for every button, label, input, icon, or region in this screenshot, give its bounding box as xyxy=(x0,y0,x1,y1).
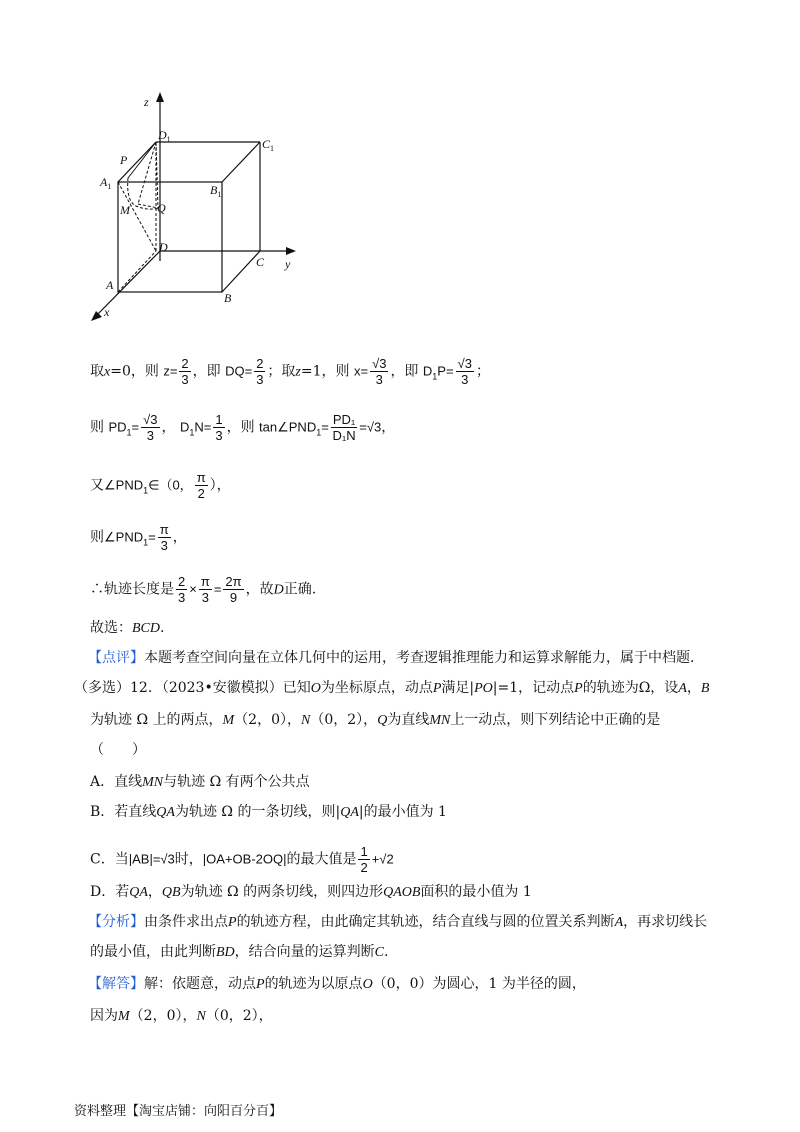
page-footer: 资料整理【淘宝店铺：向阳百分百】 xyxy=(74,1104,283,1119)
label-a1: $A_1$ xyxy=(100,175,112,191)
solution-tag: 【解答】 xyxy=(88,976,144,992)
question-12-line-3: （ ） xyxy=(90,742,146,758)
label-y: y xyxy=(285,257,291,271)
label-a: A xyxy=(106,278,114,292)
option-c: C．当|AB|=√3时，|OA+OB-2OQ|的最大值是 $\frac{1}{2}$ +√2 xyxy=(90,844,394,875)
cube-figure xyxy=(80,86,400,326)
analysis-tag: 【分析】 xyxy=(88,914,144,930)
label-q: Q xyxy=(157,201,166,215)
analysis-line-2: 的最小值，由此判断BD，结合向量的运算判断C. xyxy=(90,944,389,960)
option-a: A．直线MN与轨迹 Ω 有两个公共点 xyxy=(90,774,310,790)
analysis-line-1: 【分析】由条件求出点P的轨迹方程，由此确定其轨迹，结合直线与圆的位置关系判断A，再求切线长 xyxy=(88,914,708,930)
solution-intro-line-2: 因为M（2，0），N（0，2）， xyxy=(90,1008,273,1024)
solution-line-2: 则 $PD_1=$ $\frac{√3}{3}$ ， $D_1N=$ $\frac{1}{3}$ ，则 $\tan\angle PND_1=$ $\frac{\text{PD₁}}{\text{D₁N}}$ =√3， xyxy=(90,412,396,443)
label-x: x xyxy=(104,305,110,319)
option-d: D．若QA，QB为轨迹 Ω 的两条切线，则四边形QAOB面积的最小值为 1 xyxy=(90,884,532,900)
label-c: C xyxy=(256,255,265,269)
solution-line-1: 取x=0，则 z= $\frac{2}{3}$ ，即 DQ= $\frac{2}{3}$ ；取z=1，则 x= $\frac{√3}{3}$ ，即 $D_1P=$ $\frac{√3}{3}$ ； xyxy=(90,356,490,387)
solution-line-5: ∴轨迹长度是 $\frac{2}{3}$ × $\frac{\pi}{3}$ = $\frac{2\pi}{9}$ ，故D正确. xyxy=(90,574,317,605)
label-m: M xyxy=(120,203,130,217)
option-b: B．若直线QA为轨迹 Ω 的一条切线，则|QA|的最小值为 1 xyxy=(90,804,447,820)
label-b: B xyxy=(224,291,232,305)
label-d: D xyxy=(159,240,168,254)
solution-intro-line-1: 【解答】解：依题意，动点P的轨迹为以原点O（0，0）为圆心，1 为半径的圆， xyxy=(88,976,586,992)
solution-line-3: 又$\angle PND_1\in(0$， $\frac{\pi}{2}$ ）， xyxy=(90,470,231,501)
label-d1: $D_1$ xyxy=(158,128,171,144)
solution-line-4: 则$\angle PND_1=$ $\frac{\pi}{3}$ ， xyxy=(90,522,187,553)
label-p: P xyxy=(120,153,128,167)
label-z: z xyxy=(144,95,149,109)
label-c1: $C_1$ xyxy=(262,137,275,153)
label-b1: $B_1$ xyxy=(210,183,222,199)
answer-line: 故选：BCD. xyxy=(90,620,165,636)
comment-line: 【点评】本题考查空间向量在立体几何中的运用，考查逻辑推理能力和运算求解能力，属于中档题. xyxy=(88,650,695,666)
question-12-line-1: （多选）12．（2023•安徽模拟）已知O为坐标原点，动点P满足|PO|=1，记动点P的轨迹为Ω，设A，B xyxy=(74,680,710,696)
question-12-line-2: 为轨迹 Ω 上的两点，M（2，0），N（0，2），Q为直线MN上一动点，则下列结论中正确的是 xyxy=(90,712,661,728)
comment-tag: 【点评】 xyxy=(88,650,144,666)
